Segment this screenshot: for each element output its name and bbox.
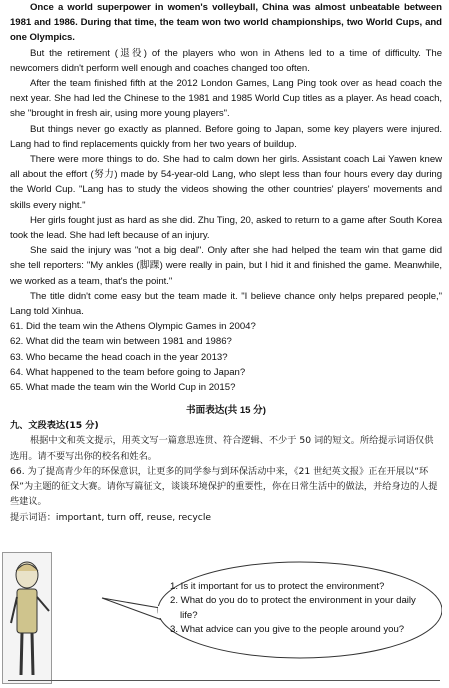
question-item: 62. What did the team win between 1981 and 1986? [10,336,232,348]
writing-task: 66. 为了提高青少年的环保意识，让更多的同学参与到环保活动中来，《21 世纪英文报》正在开展以“环保”为主题的征文大赛。请你写篇征文，谈谈环境保护的重要性，你在日常生活中的做法，并给身边的人提些建议。 [10,465,438,508]
writing-part-title: 九、文段表达(15 分) [10,420,99,432]
writing-section-title: 书面表达(共 15 分) [186,405,266,417]
writing-instruction: 根据中文和英文提示，用英文写一篇意思连贯、符合逻辑、不少于 50 词的短文。所给提示词语仅供选用。请不要写出你的校名和姓名。 [10,435,434,462]
question-item: 61. Did the team win the Athens Olympic Games in 2004? [10,321,256,333]
bubble-question-list [170,580,430,638]
passage-paragraph: Her girls fought just as hard as she did. Zhu Ting, 20, asked to return to a game after South Korea took the lead. She had left because of an injury. [10,214,442,242]
passage-paragraph: But things never go exactly as planned. Before going to Japan, some key players were injured. Lang had to find replacements quickly from her two years of buildup. [10,123,442,150]
person-figure [2,552,52,684]
question-item: 63. Who became the head coach in the year 2013? [10,351,228,363]
person-icon [3,553,51,683]
passage-paragraph: The title didn't come easy but the team made it. "I believe chance only helps prepared people," Lang told Xinhua. [10,290,442,318]
question-list [10,319,442,395]
writing-illustration [0,548,432,684]
hint-words: 提示词语：important, turn off, reuse, recycle [10,511,212,523]
exam-page [10,0,442,525]
passage-paragraph: After the team finished fifth at the 2012 London Games, Lang Ping took over as head coach the next year. She had led the Chinese to the 1981 and 1985 World Cup titles as a player. As head coach, she "brought in fresh air, using more young players". [10,78,442,120]
bubble-question: 2. What do you do to protect the environment in your daily life? [170,595,416,621]
question-item: 65. What made the team win the World Cup in 2015? [10,382,236,394]
question-item: 64. What happened to the team before going to Japan? [10,366,246,378]
passage-paragraph: But the retirement (退役) of the players who won in Athens led to a time of difficulty. The newcomers didn't perform well enough and coaches changed too often. [10,47,442,74]
reading-passage [10,0,442,319]
passage-paragraph: Once a world superpower in women's volleyball, China was almost unbeatable between 1981 and 1986. During that time, the team won two world championships, two World Cups, and one Olympics. [10,2,442,44]
passage-paragraph: She said the injury was "not a big deal". Only after she had helped the team win that game did she tell reporters: "My ankles (脚踝) were really in pain, but I hid it and finished the game. Meanwhile, we worked as a team, that's the point." [10,245,442,287]
bottom-divider [8,680,440,681]
passage-paragraph: There were more things to do. She had to calm down her girls. Assistant coach Lai Yawen knew all about the effort (努力) made by 54-year-old Lang, who slept less than four hours every day during the World Cup. "Lang has to study the videos showing the other countries' players' movements and skills every night." [10,154,442,211]
bubble-question: 1. Is it important for us to protect the environment? [170,581,385,592]
bubble-question: 3. What advice can you give to the people around you? [170,624,405,636]
speech-bubble [100,560,442,660]
